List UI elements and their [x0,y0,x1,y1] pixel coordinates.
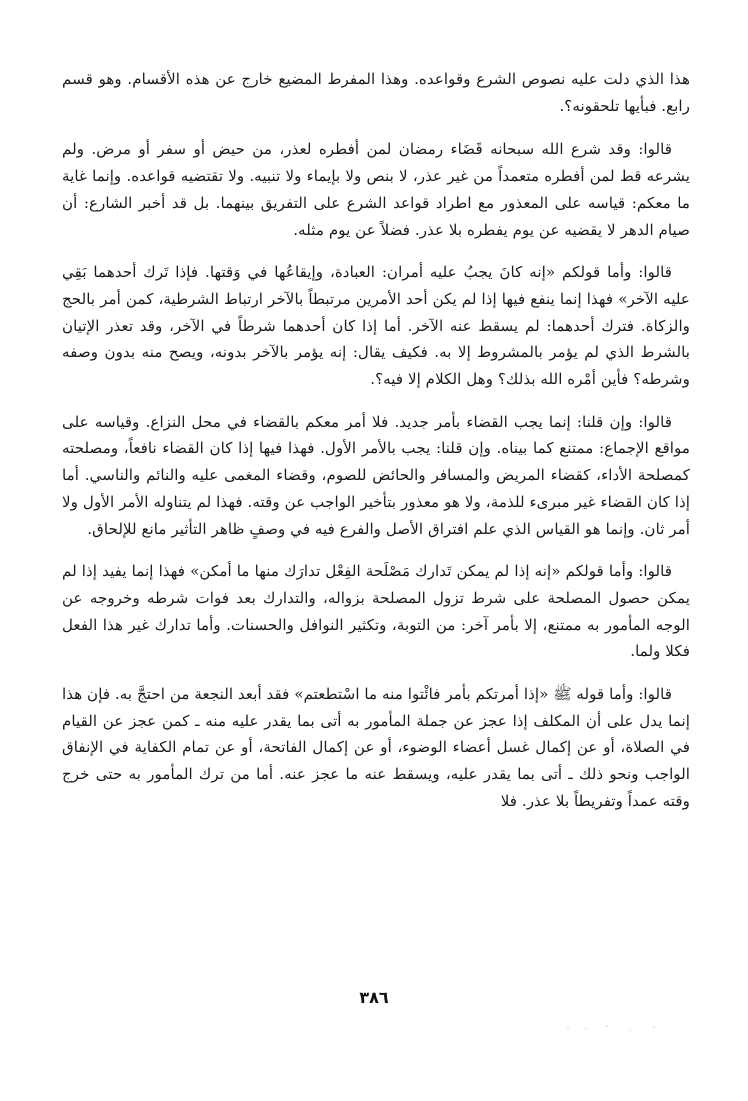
paragraph-3: قالوا: وأما قولكم «إنه كانَ يجبُ عليه أمران: العبادة، وإيقاعُها في وَقتها. فإذا تَرك أحدهما بَقِي عليه الآخر» فهذا إنما ينفع فيها إذا لم يكن أحد الأمرين مرتبطاً بالآخر ارتباط الشرطية، كمن أمر بالحج والزكاة. فترك أحدهما: لم يسقط عنه الآخر. أما إذا كان أحدهما شرطاً في الآخر، وقد تعذر الإتيان بالشرط الذي لم يؤمر بالمشروط إلا به. فكيف يقال: إنه يؤمر بالآخر بدونه، ويصح منه بدون وصفه وشرطه؟ فأين أمْره الله بذلك؟ وهل الكلام إلا فيه؟. [62,263,690,389]
body-text [62,66,690,831]
paragraph-4: قالوا: وإن قلنا: إنما يجب القضاء بأمر جديد. فلا أمر معكم بالقضاء في محل النزاع. وقياسه على مواقع الإجماع: ممتنع كما بيناه. وإن قلنا: يجب بالأمر الأول. فهذا فيها إذا كان القضاء نافعاً، ومصلحته كمصلحة الأداء، كقضاء المريض والمسافر والحائض للصوم، وقضاء المغمى عليه والنائم والناسي. أما إذا كان القضاء غير مبرىء للذمة، ولا هو معذور بتأخير الواجب عن وقته. فهذا لم يتناوله الأمر الأول ولا أمر ثان. وإنما هو القياس الذي علم افتراق الأصل والفرع فيه في وصفٍ ظاهر التأثير مانع للإلحاق. [62,412,690,538]
paragraph-5: قالوا: وأما قولكم «إنه إذا لم يمكن تَدارك مَصْلَحة الفِعْل تدارَك منها ما أمكن» فهذا إنما يفيد إذا لم يمكن حصول المصلحة على شرط تزول المصلحة بزواله، والتدارك بعد فوات شرطه وخروجه عن الوجه المأمور به ممتنع، إلا بأمر آخر: من التوبة، وتكثير النوافل والحسنات. وأما تدارك غير هذا الفعل فكلا ولما. [62,562,690,661]
page-number: ٣٨٦ [359,988,389,1007]
paragraph-2: قالوا: وقد شرع الله سبحانه قَضَاء رمضان لمن أفطره لعذر، من حيض أو سفر أو مرض. ولم يشرعه قط لمن أفطره متعمداً من غير عذر، لا بنص ولا بإيماء ولا تنبيه. ولا تقتضيه قواعده. وإنما غاية ما معكم: قياسه على المعذور مع اطراد قواعد الشرع على التفريق بينهما. بل قد أخبر الشارع: أن صيام الدهر لا يقضيه عن يوم يفطره بلا عذر. فضلاً عن يوم مثله. [62,140,690,239]
paragraph-6: قالوا: وأما قوله ﷺ «إذا أمرتكم بأمر فائْتوا منه ما اسْتطعتم» فقد أبعد النجعة من احتجَّ به. فإن هذا إنما يدل على أن المكلف إذا عجز عن جملة المأمور به أتى بما يقدر عليه منه ـ كمن عجز عن القيام في الصلاة، أو عن إكمال غسل أعضاء الوضوء، أو عن إكمال الفاتحة، أو عن تمام الكفاية في الإنفاق الواجب ونحو ذلك ـ أتى بما يقدر عليه، ويسقط عنه ما عجز عنه. أما من ترك المأمور به حتى خرج وقته عمداً وتفريطاً بلا عذر. فلا [62,685,690,810]
paragraph-1: هذا الذي دلت عليه نصوص الشرع وقواعده. وهذا المفرط المضيع خارج عن هذه الأقسام. وهو قسم رابع. فبأيها تلحقونه؟. [62,70,690,115]
scan-specks [560,1018,680,1038]
